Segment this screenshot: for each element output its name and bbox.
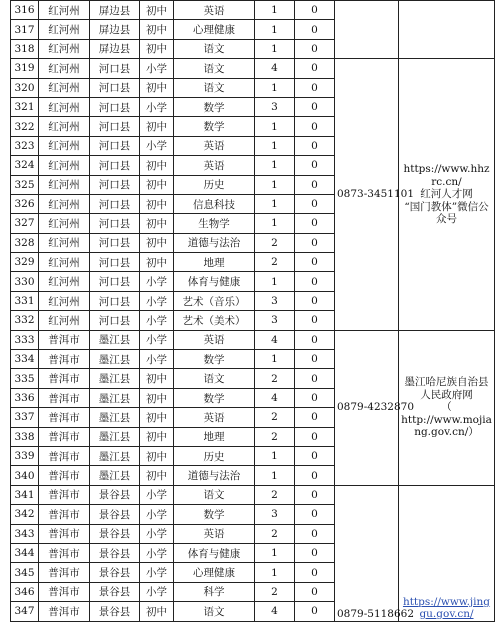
positions-cell: 1 xyxy=(255,446,295,465)
row-number: 330 xyxy=(11,272,39,291)
subject-cell: 生物学 xyxy=(174,214,255,233)
county-cell: 河口县 xyxy=(90,311,140,330)
row-number: 324 xyxy=(11,156,39,175)
info-link[interactable]: https://www.jinggu.gov.cn/ xyxy=(402,595,491,620)
row-number: 344 xyxy=(11,543,39,562)
subject-cell: 体育与健康 xyxy=(174,543,255,562)
county-cell: 景谷县 xyxy=(90,602,140,621)
table-row xyxy=(11,330,495,349)
positions-cell: 2 xyxy=(255,582,295,601)
applicants-cell: 0 xyxy=(295,466,335,485)
subject-cell: 历史 xyxy=(174,175,255,194)
info-line: 红河人才网 xyxy=(420,188,473,201)
county-cell: 景谷县 xyxy=(90,524,140,543)
row-number: 346 xyxy=(11,582,39,601)
row-number: 341 xyxy=(11,485,39,504)
applicants-cell: 0 xyxy=(295,524,335,543)
city-cell: 普洱市 xyxy=(39,408,90,427)
applicants-cell: 0 xyxy=(295,408,335,427)
positions-cell: 1 xyxy=(255,272,295,291)
positions-cell: 3 xyxy=(255,505,295,524)
school-level-cell: 初中 xyxy=(140,214,174,233)
city-cell: 红河州 xyxy=(39,194,90,213)
applicants-cell: 0 xyxy=(295,446,335,465)
school-level-cell: 小学 xyxy=(140,97,174,116)
info-line: http://www.mojiang.gov.cn/） xyxy=(401,413,492,439)
positions-cell: 2 xyxy=(255,408,295,427)
applicants-cell: 0 xyxy=(295,194,335,213)
city-cell: 红河州 xyxy=(39,214,90,233)
positions-cell: 3 xyxy=(255,311,295,330)
county-cell: 河口县 xyxy=(90,253,140,272)
subject-cell: 语文 xyxy=(174,39,255,58)
subject-cell: 英语 xyxy=(174,1,255,20)
school-level-cell: 小学 xyxy=(140,311,174,330)
school-level-cell: 小学 xyxy=(140,543,174,562)
positions-cell: 1 xyxy=(255,466,295,485)
county-cell: 景谷县 xyxy=(90,582,140,601)
positions-cell: 4 xyxy=(255,330,295,349)
county-cell: 河口县 xyxy=(90,117,140,136)
school-level-cell: 小学 xyxy=(140,350,174,369)
city-cell: 红河州 xyxy=(39,59,90,78)
contact-phone: 0879-4232870 xyxy=(337,401,415,414)
applicants-cell: 0 xyxy=(295,330,335,349)
row-number: 328 xyxy=(11,233,39,252)
info-line: “国门教体”微信公众号 xyxy=(404,200,489,226)
row-number: 345 xyxy=(11,563,39,582)
school-level-cell: 初中 xyxy=(140,117,174,136)
positions-cell: 1 xyxy=(255,78,295,97)
school-level-cell: 初中 xyxy=(140,602,174,621)
positions-cell: 1 xyxy=(255,39,295,58)
applicants-cell: 0 xyxy=(295,20,335,39)
county-cell: 河口县 xyxy=(90,78,140,97)
applicants-cell: 0 xyxy=(295,233,335,252)
recruitment-table xyxy=(10,0,495,622)
county-cell: 河口县 xyxy=(90,194,140,213)
row-number: 318 xyxy=(11,39,39,58)
county-cell: 河口县 xyxy=(90,272,140,291)
row-number: 334 xyxy=(11,350,39,369)
school-level-cell: 初中 xyxy=(140,175,174,194)
applicants-cell: 0 xyxy=(295,253,335,272)
applicants-cell: 0 xyxy=(295,505,335,524)
positions-cell: 3 xyxy=(255,97,295,116)
subject-cell: 数学 xyxy=(174,97,255,116)
applicants-cell: 0 xyxy=(295,582,335,601)
subject-cell: 语文 xyxy=(174,369,255,388)
city-cell: 红河州 xyxy=(39,97,90,116)
subject-cell: 数学 xyxy=(174,350,255,369)
school-level-cell: 小学 xyxy=(140,563,174,582)
applicants-cell: 0 xyxy=(295,78,335,97)
county-cell: 景谷县 xyxy=(90,485,140,504)
applicants-cell: 0 xyxy=(295,485,335,504)
row-number: 339 xyxy=(11,446,39,465)
subject-cell: 心理健康 xyxy=(174,563,255,582)
positions-cell: 1 xyxy=(255,350,295,369)
row-number: 338 xyxy=(11,427,39,446)
city-cell: 红河州 xyxy=(39,39,90,58)
table-row xyxy=(11,59,495,78)
county-cell: 河口县 xyxy=(90,233,140,252)
recruitment-table-container xyxy=(10,0,494,622)
applicants-cell: 0 xyxy=(295,311,335,330)
applicants-cell: 0 xyxy=(295,388,335,407)
city-cell: 普洱市 xyxy=(39,466,90,485)
row-number: 329 xyxy=(11,253,39,272)
row-number: 322 xyxy=(11,117,39,136)
row-number: 333 xyxy=(11,330,39,349)
positions-cell: 1 xyxy=(255,117,295,136)
city-cell: 普洱市 xyxy=(39,582,90,601)
school-level-cell: 初中 xyxy=(140,466,174,485)
positions-cell: 4 xyxy=(255,388,295,407)
city-cell: 普洱市 xyxy=(39,427,90,446)
county-cell: 墨江县 xyxy=(90,388,140,407)
city-cell: 红河州 xyxy=(39,1,90,20)
subject-cell: 信息科技 xyxy=(174,194,255,213)
city-cell: 红河州 xyxy=(39,20,90,39)
school-level-cell: 初中 xyxy=(140,194,174,213)
subject-cell: 数学 xyxy=(174,505,255,524)
row-number: 326 xyxy=(11,194,39,213)
school-level-cell: 初中 xyxy=(140,78,174,97)
contact-phone-cell xyxy=(335,59,415,330)
city-cell: 普洱市 xyxy=(39,388,90,407)
city-cell: 普洱市 xyxy=(39,369,90,388)
applicants-cell: 0 xyxy=(295,136,335,155)
subject-cell: 科学 xyxy=(174,582,255,601)
subject-cell: 艺术（音乐） xyxy=(174,291,255,310)
applicants-cell: 0 xyxy=(295,543,335,562)
school-level-cell: 初中 xyxy=(140,156,174,175)
contact-phone-cell xyxy=(335,330,415,485)
row-number: 337 xyxy=(11,408,39,427)
subject-cell: 道德与法治 xyxy=(174,233,255,252)
school-level-cell: 初中 xyxy=(140,388,174,407)
subject-cell: 地理 xyxy=(174,427,255,446)
positions-cell: 1 xyxy=(255,1,295,20)
applicants-cell: 0 xyxy=(295,350,335,369)
school-level-cell: 初中 xyxy=(140,20,174,39)
city-cell: 红河州 xyxy=(39,156,90,175)
subject-cell: 数学 xyxy=(174,117,255,136)
county-cell: 河口县 xyxy=(90,291,140,310)
row-number: 321 xyxy=(11,97,39,116)
row-number: 317 xyxy=(11,20,39,39)
school-level-cell: 初中 xyxy=(140,1,174,20)
contact-phone: 0879-5118662 xyxy=(337,608,415,620)
subject-cell: 语文 xyxy=(174,78,255,97)
row-number: 316 xyxy=(11,1,39,20)
info-line: （ xyxy=(441,401,452,414)
city-cell: 普洱市 xyxy=(39,563,90,582)
subject-cell: 道德与法治 xyxy=(174,466,255,485)
applicants-cell: 0 xyxy=(295,563,335,582)
positions-cell: 2 xyxy=(255,253,295,272)
positions-cell: 1 xyxy=(255,136,295,155)
row-number: 327 xyxy=(11,214,39,233)
positions-cell: 1 xyxy=(255,156,295,175)
school-level-cell: 小学 xyxy=(140,582,174,601)
city-cell: 红河州 xyxy=(39,272,90,291)
applicants-cell: 0 xyxy=(295,272,335,291)
subject-cell: 历史 xyxy=(174,446,255,465)
city-cell: 红河州 xyxy=(39,136,90,155)
positions-cell: 1 xyxy=(255,543,295,562)
subject-cell: 语文 xyxy=(174,59,255,78)
subject-cell: 英语 xyxy=(174,408,255,427)
county-cell: 景谷县 xyxy=(90,563,140,582)
school-level-cell: 小学 xyxy=(140,524,174,543)
county-cell: 墨江县 xyxy=(90,466,140,485)
subject-cell: 英语 xyxy=(174,524,255,543)
county-cell: 河口县 xyxy=(90,156,140,175)
applicants-cell: 0 xyxy=(295,39,335,58)
city-cell: 红河州 xyxy=(39,311,90,330)
info-line: 墨江哈尼族自治县人民政府网 xyxy=(404,376,489,401)
applicants-cell: 0 xyxy=(295,97,335,116)
contact-phone-cell xyxy=(335,1,399,59)
positions-cell: 1 xyxy=(255,563,295,582)
subject-cell: 艺术（美术） xyxy=(174,311,255,330)
county-cell: 墨江县 xyxy=(90,427,140,446)
county-cell: 河口县 xyxy=(90,175,140,194)
table-row xyxy=(11,1,495,20)
city-cell: 普洱市 xyxy=(39,602,90,621)
city-cell: 普洱市 xyxy=(39,505,90,524)
positions-cell: 2 xyxy=(255,524,295,543)
applicants-cell: 0 xyxy=(295,117,335,136)
school-level-cell: 小学 xyxy=(140,59,174,78)
subject-cell: 英语 xyxy=(174,330,255,349)
school-level-cell: 小学 xyxy=(140,136,174,155)
school-level-cell: 初中 xyxy=(140,408,174,427)
city-cell: 红河州 xyxy=(39,117,90,136)
info-source-cell xyxy=(399,1,495,59)
county-cell: 河口县 xyxy=(90,97,140,116)
school-level-cell: 初中 xyxy=(140,233,174,252)
row-number: 336 xyxy=(11,388,39,407)
county-cell: 墨江县 xyxy=(90,408,140,427)
county-cell: 屏边县 xyxy=(90,39,140,58)
positions-cell: 2 xyxy=(255,427,295,446)
row-number: 347 xyxy=(11,602,39,621)
school-level-cell: 小学 xyxy=(140,485,174,504)
row-number: 323 xyxy=(11,136,39,155)
subject-cell: 体育与健康 xyxy=(174,272,255,291)
applicants-cell: 0 xyxy=(295,175,335,194)
city-cell: 普洱市 xyxy=(39,543,90,562)
city-cell: 普洱市 xyxy=(39,350,90,369)
row-number: 319 xyxy=(11,59,39,78)
school-level-cell: 小学 xyxy=(140,505,174,524)
applicants-cell: 0 xyxy=(295,1,335,20)
positions-cell: 1 xyxy=(255,175,295,194)
county-cell: 景谷县 xyxy=(90,505,140,524)
positions-cell: 2 xyxy=(255,485,295,504)
row-number: 342 xyxy=(11,505,39,524)
city-cell: 普洱市 xyxy=(39,485,90,504)
school-level-cell: 初中 xyxy=(140,39,174,58)
positions-cell: 2 xyxy=(255,233,295,252)
city-cell: 红河州 xyxy=(39,175,90,194)
table-row xyxy=(11,485,495,504)
positions-cell: 2 xyxy=(255,369,295,388)
city-cell: 普洱市 xyxy=(39,524,90,543)
school-level-cell: 初中 xyxy=(140,253,174,272)
school-level-cell: 初中 xyxy=(140,369,174,388)
school-level-cell: 小学 xyxy=(140,330,174,349)
applicants-cell: 0 xyxy=(295,369,335,388)
row-number: 325 xyxy=(11,175,39,194)
applicants-cell: 0 xyxy=(295,214,335,233)
county-cell: 屏边县 xyxy=(90,1,140,20)
positions-cell: 4 xyxy=(255,602,295,621)
county-cell: 墨江县 xyxy=(90,369,140,388)
county-cell: 墨江县 xyxy=(90,446,140,465)
row-number: 332 xyxy=(11,311,39,330)
applicants-cell: 0 xyxy=(295,602,335,621)
county-cell: 河口县 xyxy=(90,136,140,155)
school-level-cell: 小学 xyxy=(140,291,174,310)
applicants-cell: 0 xyxy=(295,59,335,78)
applicants-cell: 0 xyxy=(295,291,335,310)
table-body xyxy=(11,1,495,622)
city-cell: 红河州 xyxy=(39,253,90,272)
subject-cell: 语文 xyxy=(174,602,255,621)
positions-cell: 1 xyxy=(255,194,295,213)
row-number: 343 xyxy=(11,524,39,543)
school-level-cell: 初中 xyxy=(140,446,174,465)
county-cell: 河口县 xyxy=(90,214,140,233)
county-cell: 屏边县 xyxy=(90,20,140,39)
subject-cell: 数学 xyxy=(174,388,255,407)
subject-cell: 心理健康 xyxy=(174,20,255,39)
info-line: https://www.hhzrc.cn/ xyxy=(403,163,490,188)
applicants-cell: 0 xyxy=(295,156,335,175)
city-cell: 红河州 xyxy=(39,233,90,252)
subject-cell: 语文 xyxy=(174,485,255,504)
contact-phone: 0873-3451101 xyxy=(337,188,415,201)
county-cell: 景谷县 xyxy=(90,543,140,562)
positions-cell: 1 xyxy=(255,20,295,39)
school-level-cell: 小学 xyxy=(140,272,174,291)
applicants-cell: 0 xyxy=(295,427,335,446)
row-number: 331 xyxy=(11,291,39,310)
subject-cell: 地理 xyxy=(174,253,255,272)
county-cell: 墨江县 xyxy=(90,350,140,369)
city-cell: 普洱市 xyxy=(39,330,90,349)
contact-phone-cell xyxy=(335,485,415,621)
row-number: 335 xyxy=(11,369,39,388)
city-cell: 红河州 xyxy=(39,78,90,97)
city-cell: 普洱市 xyxy=(39,446,90,465)
subject-cell: 英语 xyxy=(174,136,255,155)
positions-cell: 4 xyxy=(255,59,295,78)
county-cell: 墨江县 xyxy=(90,330,140,349)
subject-cell: 英语 xyxy=(174,156,255,175)
positions-cell: 3 xyxy=(255,291,295,310)
row-number: 340 xyxy=(11,466,39,485)
school-level-cell: 初中 xyxy=(140,427,174,446)
row-number: 320 xyxy=(11,78,39,97)
info-source-cell xyxy=(399,485,495,621)
county-cell: 河口县 xyxy=(90,59,140,78)
positions-cell: 1 xyxy=(255,214,295,233)
city-cell: 红河州 xyxy=(39,291,90,310)
